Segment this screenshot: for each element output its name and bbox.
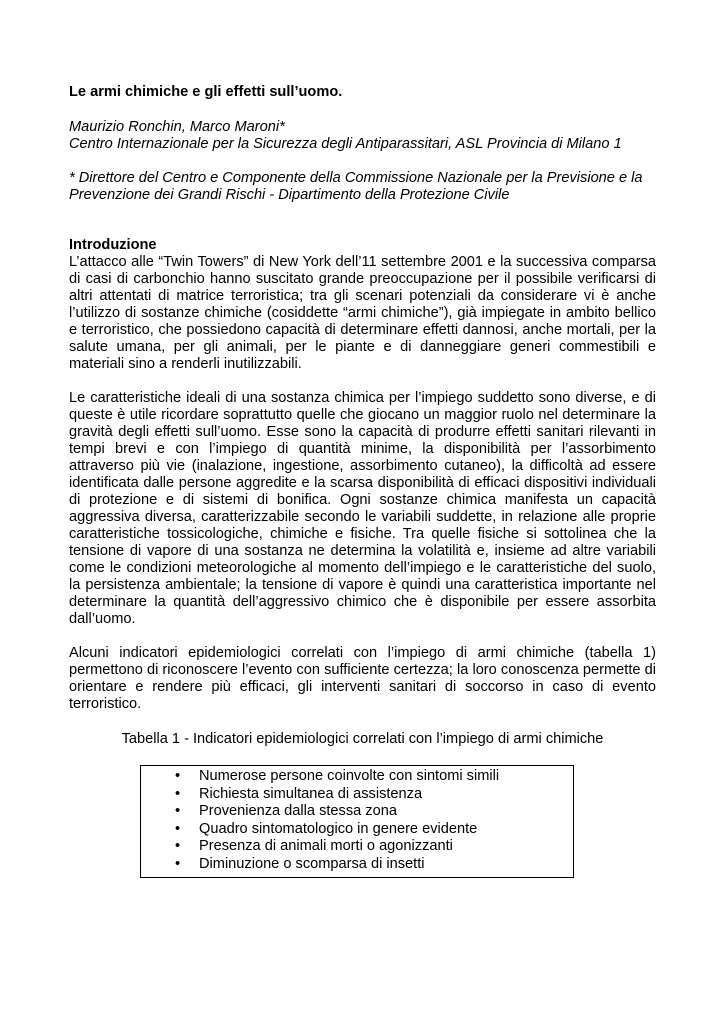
bullet-icon: • — [175, 855, 181, 872]
bullet-icon: • — [175, 768, 181, 784]
bullet-icon: • — [175, 803, 181, 819]
list-item — [141, 821, 573, 839]
document-page — [69, 84, 656, 878]
indicators-table — [140, 765, 574, 878]
list-item-text: Presenza di animali morti o agonizzanti — [199, 838, 453, 854]
paragraph-1: L’attacco alle “Twin Towers” di New York dell’11 settembre 2001 e la successiva comparsa di casi di carbonchio hanno suscitato grande preoccupazione per il possibile verificarsi di altri attentati di matrice terroristica; tra gli scenari potenziali da considerare vi è anche l’utilizzo di sostanze chimiche (cosiddette “armi chimiche”), già impiegate in ambito bellico e terroristico, che possiedono capacità di determinare effetti dannosi, anche mortali, per la salute umana, per gli animali, per le piante e di danneggiare generi commestibili e materiali sino a renderli inutilizzabili. — [69, 254, 656, 372]
bullet-icon: • — [175, 820, 181, 837]
author-footnote: * Direttore del Centro e Componente della Commissione Nazionale per la Previsione e la Prevenzione dei Grandi Rischi - Dipartimento della Protezione Civile — [69, 170, 643, 203]
list-item — [141, 786, 573, 804]
list-item-text: Provenienza dalla stessa zona — [199, 803, 397, 819]
list-item-text: Richiesta simultanea di assistenza — [199, 785, 423, 802]
bullet-icon: • — [175, 838, 181, 854]
list-item-text: Diminuzione o scomparsa di insetti — [199, 855, 425, 872]
author-names: Maurizio Ronchin, Marco Maroni* — [69, 119, 285, 135]
list-item — [141, 856, 573, 874]
list-item-text: Numerose persone coinvolte con sintomi simili — [199, 768, 500, 784]
bullet-icon: • — [175, 785, 181, 802]
list-item — [141, 803, 573, 821]
list-item — [141, 838, 573, 856]
indicators-list — [141, 768, 573, 873]
paragraph-3: Alcuni indicatori epidemiologici correlati con l’impiego di armi chimiche (tabella 1) permettono di riconoscere l’evento con sufficiente certezza; la loro conoscenza permette di orientare e rendere più efficaci, gli interventi sanitari di soccorso in caso di evento terroristico. — [69, 645, 656, 712]
authors-block — [69, 119, 656, 153]
table-caption: Tabella 1 - Indicatori epidemiologici correlati con l’impiego di armi chimiche — [121, 731, 604, 747]
list-item-text: Quadro sintomatologico in genere evidente — [199, 820, 478, 837]
paragraph-2: Le caratteristiche ideali di una sostanza chimica per l’impiego suddetto sono diverse, e di queste è utile ricordare soprattutto quelle che giocano un maggior ruolo nel determinare la gravità degli effetti sull’uomo. Esse sono la capacità di produrre effetti sanitari rilevanti in tempi brevi e con l’impiego di quantità minime, la disponibilità per l’assorbimento attraverso più vie (inalazione, ingestione, assorbimento cutaneo), la difficoltà ad essere identificata dalle persone aggredite e la scarsa disponibilità di efficaci dispositivi individuali di protezione e di sistemi di bonifica. Ogni sostanze chimica manifesta un capacità aggressiva diversa, caratterizzabile secondo le variabili suddette, in relazione alle proprie caratteristiche tossicologiche, chimiche e fisiche. Tra quelle fisiche si sottolinea che la tensione di vapore di una sostanza ne determina la volatilità e, insieme ad altre variabili come le condizioni meteorologiche al momento dell’impiego e le caratteristiche del suolo, la persistenza ambientale; la tensione di vapore è quindi una caratteristica importante nel determinare la quantità dell’aggressivo chimico che è disponibile per essere assorbita dall’uomo. — [69, 390, 656, 627]
section-heading-introduzione: Introduzione — [69, 237, 157, 253]
document-title: Le armi chimiche e gli effetti sull’uomo. — [69, 84, 343, 100]
list-item — [141, 768, 573, 786]
author-affiliation: Centro Internazionale per la Sicurezza degli Antiparassitari, ASL Provincia di Milano 1 — [69, 136, 622, 152]
